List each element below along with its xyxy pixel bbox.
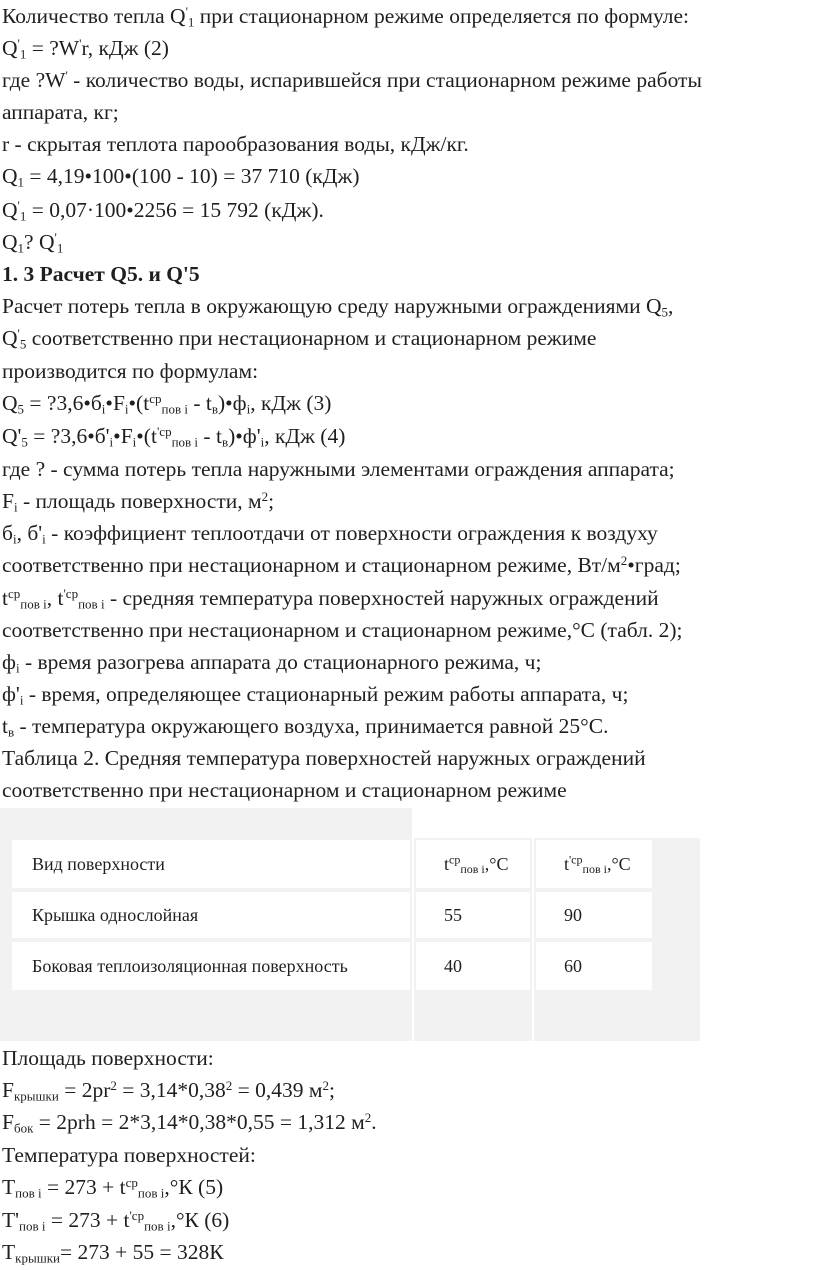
text-line: соответственно при нестационарном и стационарном режиме, $Вт/м^2•град$;: [2, 552, 681, 577]
text-line: $F_i$ - площадь поверхности, $м^2$;: [2, 488, 275, 515]
table-cell-t-nonstat: 40: [444, 956, 462, 976]
text-line: где ? - сумма потерь тепла наружными элементами ограждения аппарата;: [2, 457, 675, 481]
formula-line: $Q'_1$ = 0,07·100•2256 = 15 792 (кДж).: [2, 197, 324, 224]
table-cell-bg: [416, 942, 530, 990]
table-cell-bg: [536, 942, 652, 990]
text-line: $t_в$ - температура окружающего воздуха, принимается равной 25°С.: [2, 714, 609, 740]
text-line: $ф_i$ - время разогрева аппарата до стационарного режима, ч;: [2, 650, 542, 676]
table-header-surface: Вид поверхности: [32, 854, 165, 874]
text-line: $ф'_i$ - время, определяющее стационарный режим работы аппарата, ч;: [2, 682, 629, 708]
text-line: Количество тепла $Q'_1$ при стационарном режиме определяется по формуле:: [2, 3, 689, 30]
table-cell-t-nonstat: 55: [444, 905, 462, 925]
formula-line: $Q'_1$ = ?W'r, кДж (2): [2, 35, 169, 62]
table-caption: Таблица 2. Средняя температура поверхностей наружных ограждений: [2, 746, 646, 770]
text-line: аппарата, кг;: [2, 100, 119, 124]
formula-line: $Q_1$ = 4,19•100•(100 - 10) = 37 710 (кДж): [2, 164, 360, 190]
formula-line: $Q_1$? $Q'_1$: [2, 229, 64, 256]
table-background: [0, 808, 412, 838]
table-header-t-stat: $t^{'ср}_{пов i},^\circ С$: [564, 852, 631, 876]
text-line: соответственно при нестационарном и стационарном режиме,°С (табл. 2);: [2, 618, 683, 642]
text-line: Площадь поверхности:: [2, 1046, 214, 1070]
table-cell-t-stat: 60: [564, 956, 582, 976]
text-line: $Q'_5$ соответственно при нестационарном и стационарном режиме: [2, 325, 597, 352]
text-line: $б_i$, $б'_i$ - коэффициент теплоотдачи от поверхности ограждения к воздуху: [2, 521, 658, 547]
text-line: Расчет потерь тепла в окружающую среду наружными ограждениями $Q_5$,: [2, 294, 674, 320]
formula-line: $F_{крышки} = 2pr^2 = 3,14*0,38^2 = 0,439$ $м^2$;: [2, 1077, 335, 1104]
table-caption: соответственно при нестационарном и стационарном режиме: [2, 778, 567, 802]
text-line: производится по формулам:: [2, 359, 259, 383]
data-table: [0, 808, 700, 1041]
table-cell-surface: Крышка однослойная: [32, 905, 199, 925]
table-cell-t-stat: 90: [564, 905, 582, 925]
text-line: Температура поверхностей:: [2, 1143, 256, 1167]
formula-line: $Q_5$ = $?3,6•б_i•F_i•(t^{ср}_{пов i}$ - $t_в)•ф_i$, кДж (3): [2, 390, 332, 417]
table-header-t-nonstat: $t^{ср}_{пов i},^\circ С$: [444, 852, 509, 876]
formula-line: $Т_{пов i} = 273 + t^{ср}_{пов i},^\circ К$ (5): [2, 1174, 224, 1201]
text-line: $t^{ср}_{пов i}$, $t^{'ср}_{пов i}$ - средняя температура поверхностей наружных ограждений: [2, 585, 659, 612]
table-cell-bg: [536, 892, 652, 938]
formula-line: $Q'_5$ = $?3,6•б'_i•F_i•(t^{'ср}_{пов i}$ - $t_в)•ф'_i$, кДж (4): [2, 423, 346, 450]
table-cell-bg: [416, 892, 530, 938]
formula-line: $Т_{крышки}= 273 + 55 = 328К$: [2, 1240, 224, 1266]
section-heading: 1. 3 Расчет Q5. и Q'5: [2, 262, 200, 286]
table-cell-surface: Боковая теплоизоляционная поверхность: [32, 956, 348, 976]
text-line: r - скрытая теплота парообразования воды, кДж/кг.: [2, 132, 469, 156]
text-line: где ?W' - количество воды, испарившейся при стационарном режиме работы: [2, 67, 702, 92]
formula-line: $F_{бок} = 2prh = 2*3,14*0,38*0,55 = 1,312$ $м^2$.: [2, 1109, 377, 1136]
formula-line: $Т'_{пов i} = 273 + t^{'ср}_{пов i},^\circ К$ (6): [2, 1207, 230, 1234]
